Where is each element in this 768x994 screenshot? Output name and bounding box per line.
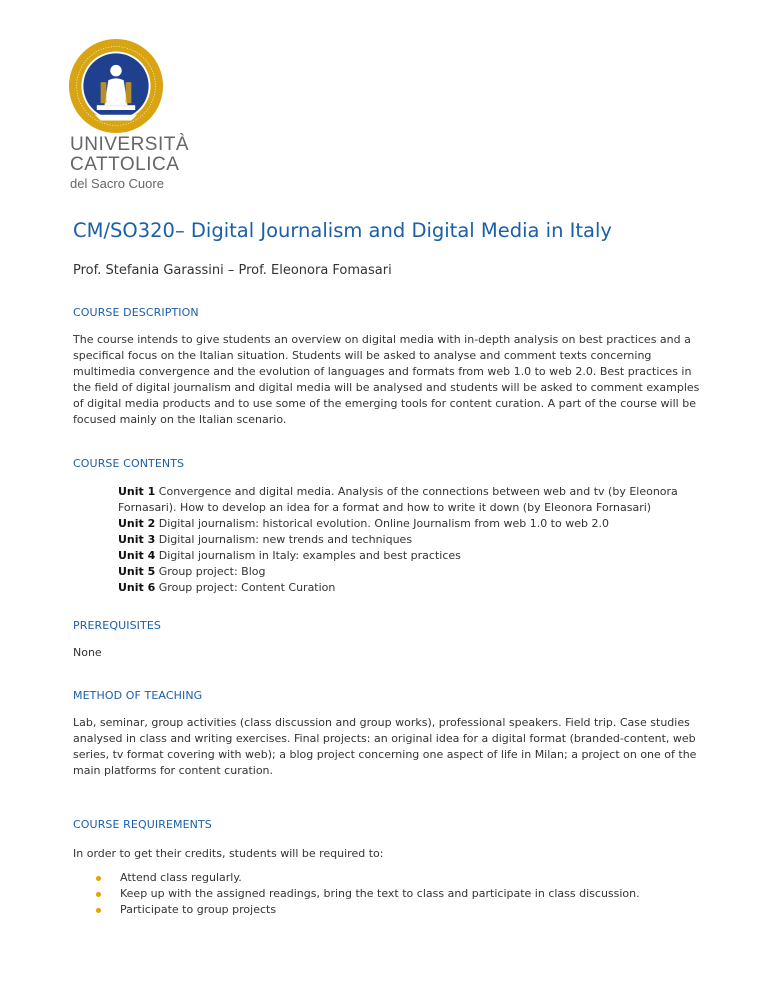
unit-text: Group project: Content Curation bbox=[158, 581, 336, 594]
bullet-dot-icon bbox=[96, 908, 101, 913]
list-item-text: Attend class regularly. bbox=[120, 871, 242, 884]
unit-label: Unit 4 bbox=[118, 549, 156, 562]
prerequisites-text: None bbox=[73, 646, 102, 659]
contents-heading: COURSE CONTENTS bbox=[73, 457, 185, 470]
unit-label: Unit 3 bbox=[118, 533, 156, 546]
unit-text: Group project: Blog bbox=[158, 565, 266, 578]
list-item bbox=[96, 886, 640, 902]
description-heading: COURSE DESCRIPTION bbox=[73, 306, 199, 319]
course-title: CM/SO320– Digital Journalism and Digital Media in Italy bbox=[73, 219, 612, 242]
university-seal-logo bbox=[68, 38, 164, 134]
method-heading: METHOD OF TEACHING bbox=[73, 689, 203, 702]
requirements-intro: In order to get their credits, students will be required to: bbox=[73, 847, 384, 860]
list-item bbox=[96, 902, 640, 918]
unit-text: Digital journalism: historical evolution. Online Journalism from web 1.0 to web 2.0 bbox=[158, 517, 609, 530]
description-text: The course intends to give students an overview on digital media with in-depth analysis on best practices and a specifical focus on the Italian situation. Students will be asked to analyse and comment texts concerning multimedia convergence and the evolution of languages and formats from web 1.0 to web 2.0. Best practices in the field of digital journalism and digital media will be analysed and students will be asked to comment examples of digital media products and to use some of the emerging tools for content curation. A part of the course will be focused mainly on the Italian scenario. bbox=[73, 333, 700, 426]
unit-label: Unit 5 bbox=[118, 565, 156, 578]
wordmark-line-1: UNIVERSITÀ bbox=[70, 134, 190, 155]
requirements-heading: COURSE REQUIREMENTS bbox=[73, 818, 212, 831]
unit-label: Unit 6 bbox=[118, 581, 156, 594]
unit-row bbox=[118, 548, 678, 564]
unit-label: Unit 2 bbox=[118, 517, 156, 530]
method-text: Lab, seminar, group activities (class discussion and group works), professional speakers. Field trip. Case studies analysed in class and writing exercises. Final projects: an original idea for a digital format (branded-content, web series, tv format covering with web); a blog project concerning one aspect of life in Milan; a project on one of the main platforms for content curation. bbox=[73, 716, 697, 777]
unit-text: Digital journalism in Italy: examples and best practices bbox=[158, 549, 461, 562]
unit-row bbox=[118, 532, 678, 548]
prerequisites-heading: PREREQUISITES bbox=[73, 619, 161, 632]
unit-label: Unit 1 bbox=[118, 485, 156, 498]
list-item bbox=[96, 870, 640, 886]
bullet-dot-icon bbox=[96, 876, 101, 881]
bullet-dot-icon bbox=[96, 892, 101, 897]
unit-row bbox=[118, 564, 678, 580]
unit-row bbox=[118, 516, 678, 532]
unit-text: Digital journalism: new trends and techniques bbox=[158, 533, 413, 546]
requirements-list bbox=[96, 870, 640, 918]
wordmark-line-2: CATTOLICA bbox=[70, 154, 180, 175]
wordmark-line-3: del Sacro Cuore bbox=[70, 176, 164, 191]
unit-row bbox=[118, 580, 678, 596]
unit-row bbox=[118, 484, 678, 516]
list-item-text: Keep up with the assigned readings, bring the text to class and participate in class discussion. bbox=[120, 887, 640, 900]
professors-line: Prof. Stefania Garassini – Prof. Eleonora Fomasari bbox=[73, 263, 392, 278]
unit-text: Convergence and digital media. Analysis of the connections between web and tv (by Eleonora Fornasari). How to develop an idea for a format and how to write it down (by Eleonora Fornasari) bbox=[118, 485, 678, 514]
list-item-text: Participate to group projects bbox=[120, 903, 277, 916]
units-list bbox=[118, 484, 678, 596]
university-wordmark bbox=[70, 135, 189, 190]
